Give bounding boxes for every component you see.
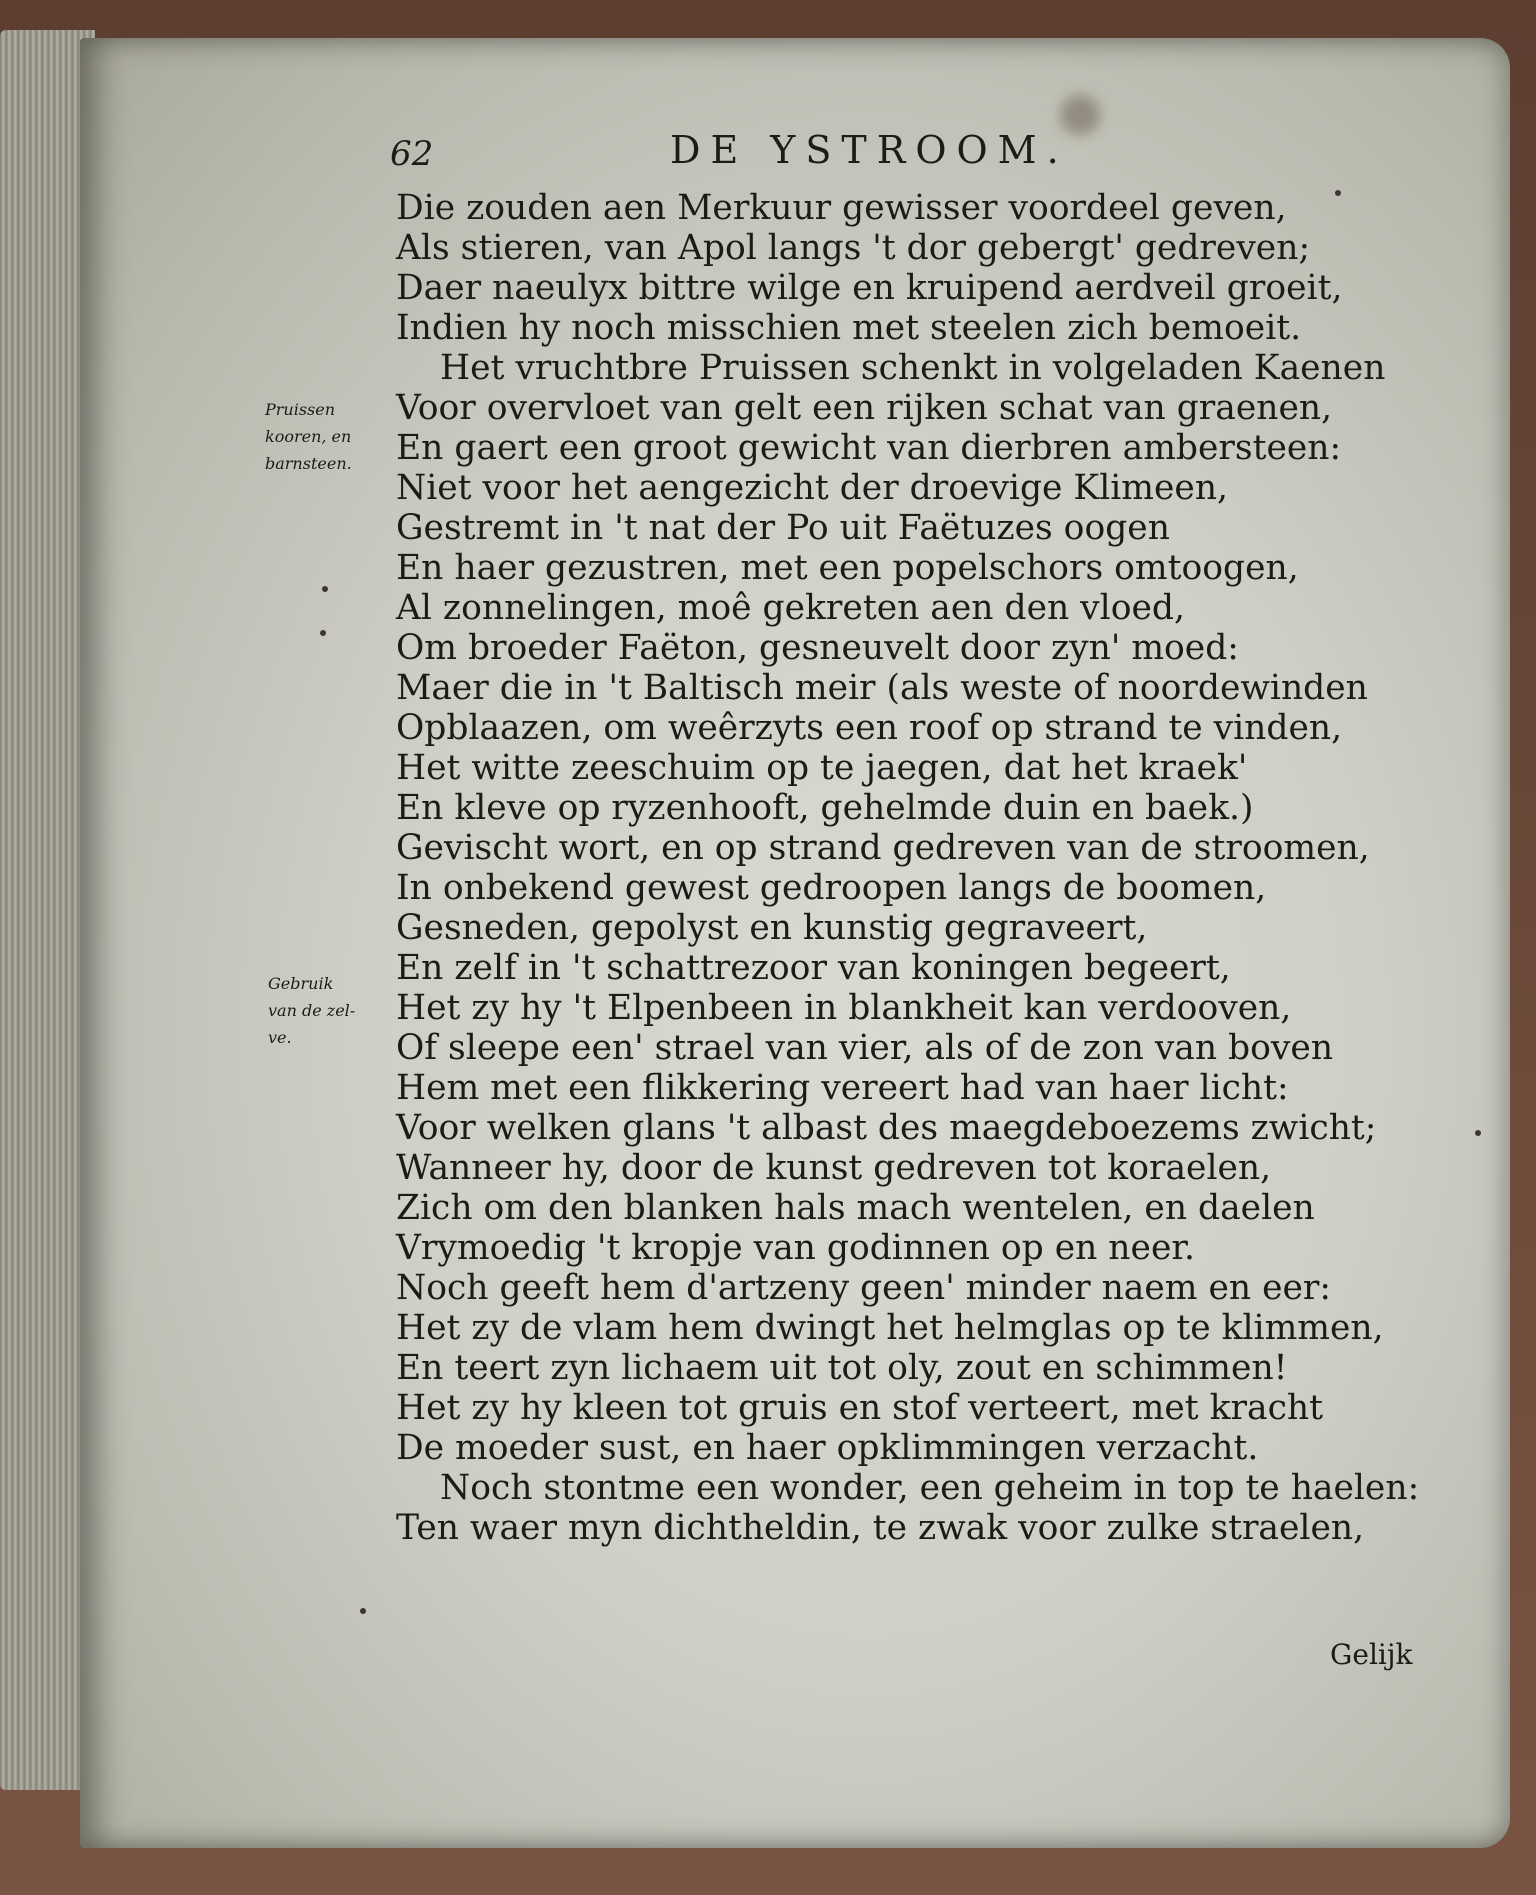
poem-line: Maer die in 't Baltisch meir (als weste of noordewinden [396, 668, 1368, 708]
poem-line: Wanneer hy, door de kunst gedreven tot koraelen, [396, 1148, 1272, 1188]
poem-line: Die zouden aen Merkuur gewisser voordeel geven, [396, 188, 1287, 228]
running-head: DE YSTROOM. [670, 128, 1069, 172]
poem-line: Zich om den blanken hals mach wentelen, en daelen [396, 1188, 1315, 1228]
poem-line: Het zy hy 't Elpenbeen in blankheit kan verdooven, [396, 988, 1292, 1028]
side-note-line: barnsteen. [265, 454, 352, 473]
side-note-pruissen [265, 396, 352, 477]
speck [322, 586, 328, 592]
side-note-line: Gebruik [268, 974, 334, 993]
poem-line: Als stieren, van Apol langs 't dor gebergt' gedreven; [396, 228, 1311, 268]
poem-line: En zelf in 't schattrezoor van koningen begeert, [396, 948, 1231, 988]
poem-line: Het vruchtbre Pruissen schenkt in volgeladen Kaenen [440, 348, 1386, 388]
poem-line: Gevischt wort, en op strand gedreven van de stroomen, [396, 828, 1370, 868]
page-number: 62 [390, 134, 434, 174]
speck [320, 630, 326, 636]
poem-line: Of sleepe een' strael van vier, als of de zon van boven [396, 1028, 1334, 1068]
poem-line: Vrymoedig 't kropje van godinnen op en neer. [396, 1228, 1196, 1268]
poem-line: Al zonnelingen, moê gekreten aen den vloed, [396, 588, 1185, 628]
poem-line: Noch geeft hem d'artzeny geen' minder naem en eer: [396, 1268, 1332, 1308]
speck [360, 1608, 366, 1614]
poem-line: Opblaazen, om weêrzyts een roof op strand te vinden, [396, 708, 1343, 748]
side-note-line: Pruissen [265, 400, 336, 419]
poem-line: Gesneden, gepolyst en kunstig gegraveert, [396, 908, 1148, 948]
poem-line: Het zy de vlam hem dwingt het helmglas op te klimmen, [396, 1308, 1384, 1348]
poem-line: En kleve op ryzenhooft, gehelmde duin en baek.) [396, 788, 1254, 828]
poem-line: Het witte zeeschuim op te jaegen, dat het kraek' [396, 748, 1248, 788]
page-header [390, 128, 1150, 178]
poem-line: En teert zyn lichaem uit tot oly, zout en schimmen! [396, 1348, 1288, 1388]
poem-line: Hem met een flikkering vereert had van haer licht: [396, 1068, 1289, 1108]
side-note-line: van de zel- [268, 1001, 356, 1020]
poem-line: En haer gezustren, met een popelschors omtoogen, [396, 548, 1299, 588]
poem-line: Om broeder Faëton, gesneuvelt door zyn' moed: [396, 628, 1239, 668]
poem-line: In onbekend gewest gedroopen langs de boomen, [396, 868, 1267, 908]
poem-line: Noch stontme een wonder, een geheim in top te haelen: [440, 1468, 1420, 1508]
catchword: Gelijk [1330, 1638, 1413, 1671]
poem-line: Voor overvloet van gelt een rijken schat van graenen, [396, 388, 1333, 428]
side-note-gebruik [268, 970, 355, 1051]
poem-line: Het zy hy kleen tot gruis en stof verteert, met kracht [396, 1388, 1323, 1428]
poem-line: Voor welken glans 't albast des maegdeboezems zwicht; [396, 1108, 1377, 1148]
speck [1475, 1130, 1481, 1136]
poem-line: Gestremt in 't nat der Po uit Faëtuzes oogen [396, 508, 1170, 548]
side-note-line: ve. [268, 1028, 292, 1047]
side-note-line: kooren, en [265, 427, 352, 446]
poem-line: De moeder sust, en haer opklimmingen verzacht. [396, 1428, 1259, 1468]
poem-line: En gaert een groot gewicht van dierbren ambersteen: [396, 428, 1342, 468]
poem-line: Daer naeulyx bittre wilge en kruipend aerdveil groeit, [396, 268, 1343, 308]
poem-line: Ten waer myn dichtheldin, te zwak voor zulke straelen, [396, 1508, 1365, 1548]
poem-line: Indien hy noch misschien met steelen zich bemoeit. [396, 308, 1302, 348]
poem-text [396, 188, 1436, 1548]
poem-line: Niet voor het aengezicht der droevige Klimeen, [396, 468, 1229, 508]
